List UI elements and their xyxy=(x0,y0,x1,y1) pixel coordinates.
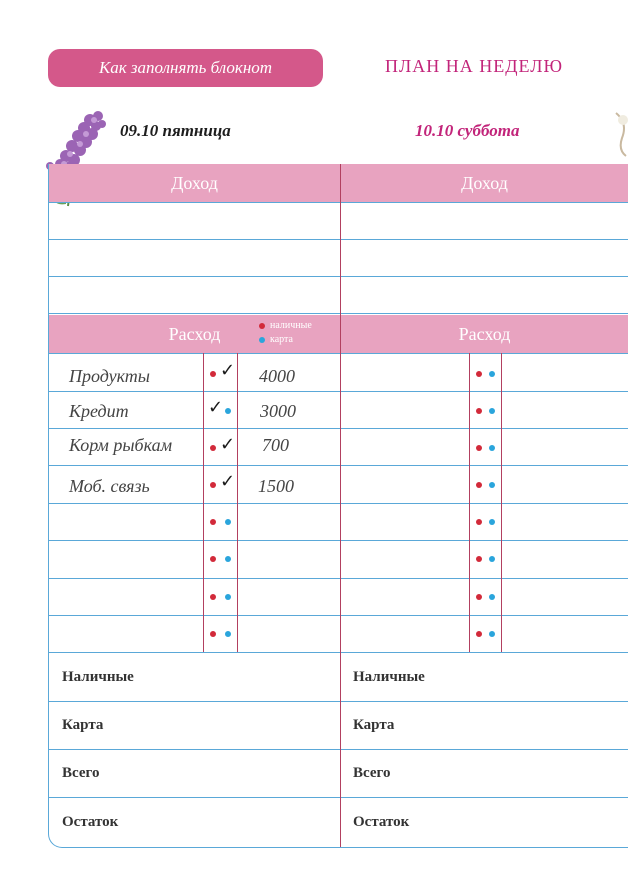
marker-column-left xyxy=(203,353,204,652)
summary-remainder-label: Остаток xyxy=(353,814,410,830)
expense-label-day1: Расход xyxy=(168,324,221,344)
income-label-day2: Доход xyxy=(461,173,508,193)
row-divider xyxy=(49,749,628,750)
row-divider xyxy=(49,202,628,203)
card-marker[interactable] xyxy=(489,408,495,414)
page-title: ПЛАН НА НЕДЕЛЮ xyxy=(385,56,563,76)
summary-total-label: Всего xyxy=(353,765,391,781)
checkmark-icon: ✓ xyxy=(220,360,236,381)
cash-legend-label: наличные xyxy=(270,320,312,331)
cash-marker[interactable] xyxy=(210,594,216,600)
expense-name: Моб. связь xyxy=(69,476,150,496)
cash-marker[interactable] xyxy=(210,445,216,451)
row-divider xyxy=(49,353,628,354)
card-marker[interactable] xyxy=(225,594,231,600)
card-marker[interactable] xyxy=(489,594,495,600)
row-divider xyxy=(49,615,628,616)
cash-marker[interactable] xyxy=(476,482,482,488)
summary-cash-label: Наличные xyxy=(62,669,134,685)
cash-marker[interactable] xyxy=(210,631,216,637)
income-band-day2 xyxy=(341,164,628,203)
row-divider xyxy=(49,239,628,240)
row-divider xyxy=(49,701,628,702)
marker-column-right xyxy=(237,353,238,652)
summary-total-label: Всего xyxy=(62,765,100,781)
card-marker[interactable] xyxy=(489,631,495,637)
flower-edge-icon xyxy=(608,108,628,158)
summary-card-label: Карта xyxy=(353,717,395,733)
card-marker[interactable] xyxy=(225,408,231,414)
row-divider xyxy=(49,540,628,541)
cash-marker[interactable] xyxy=(476,371,482,377)
cash-marker[interactable] xyxy=(210,556,216,562)
card-marker[interactable] xyxy=(489,445,495,451)
cash-marker[interactable] xyxy=(476,408,482,414)
card-marker[interactable] xyxy=(225,556,231,562)
summary-card-label: Карта xyxy=(62,717,104,733)
marker-column-right xyxy=(501,353,502,652)
card-legend-dot xyxy=(259,337,265,343)
expense-amount: 700 xyxy=(262,435,289,455)
row-divider xyxy=(49,276,628,277)
expense-amount: 3000 xyxy=(260,401,296,421)
row-divider xyxy=(49,428,628,429)
day-divider xyxy=(340,164,341,847)
marker-column-left xyxy=(469,353,470,652)
cash-legend-dot xyxy=(259,323,265,329)
expense-name: Корм рыбкам xyxy=(69,435,173,455)
card-marker[interactable] xyxy=(489,556,495,562)
cash-marker[interactable] xyxy=(476,445,482,451)
guide-button[interactable]: Как заполнять блокнот xyxy=(48,49,323,87)
card-marker[interactable] xyxy=(489,371,495,377)
summary-cash-label: Наличные xyxy=(353,669,425,685)
income-label-day1: Доход xyxy=(171,173,218,193)
checkmark-icon: ✓ xyxy=(208,397,224,418)
cash-marker[interactable] xyxy=(476,519,482,525)
cash-marker[interactable] xyxy=(476,631,482,637)
expense-name: Продукты xyxy=(69,366,150,386)
cash-marker[interactable] xyxy=(210,519,216,525)
checkmark-icon: ✓ xyxy=(220,471,236,492)
card-marker[interactable] xyxy=(225,519,231,525)
expense-label-day2: Расход xyxy=(458,324,511,344)
cash-marker[interactable] xyxy=(210,482,216,488)
row-divider xyxy=(49,313,628,314)
row-divider xyxy=(49,503,628,504)
card-legend-label: карта xyxy=(270,334,293,345)
expense-band-day2 xyxy=(341,315,628,354)
row-divider xyxy=(49,578,628,579)
card-marker[interactable] xyxy=(489,482,495,488)
income-band-day1 xyxy=(49,164,340,203)
expense-amount: 1500 xyxy=(258,476,294,496)
cash-marker[interactable] xyxy=(476,594,482,600)
card-marker[interactable] xyxy=(489,519,495,525)
row-divider xyxy=(49,652,628,653)
cash-marker[interactable] xyxy=(210,371,216,377)
card-marker[interactable] xyxy=(225,631,231,637)
summary-remainder-label: Остаток xyxy=(62,814,119,830)
day1-date: 09.10 пятница xyxy=(120,121,231,140)
expense-name: Кредит xyxy=(69,401,129,421)
day2-date: 10.10 суббота xyxy=(415,121,520,140)
cash-marker[interactable] xyxy=(476,556,482,562)
expense-amount: 4000 xyxy=(259,366,295,386)
table-frame xyxy=(48,164,628,848)
checkmark-icon: ✓ xyxy=(220,434,236,455)
row-divider xyxy=(49,391,628,392)
row-divider xyxy=(49,797,628,798)
row-divider xyxy=(49,465,628,466)
